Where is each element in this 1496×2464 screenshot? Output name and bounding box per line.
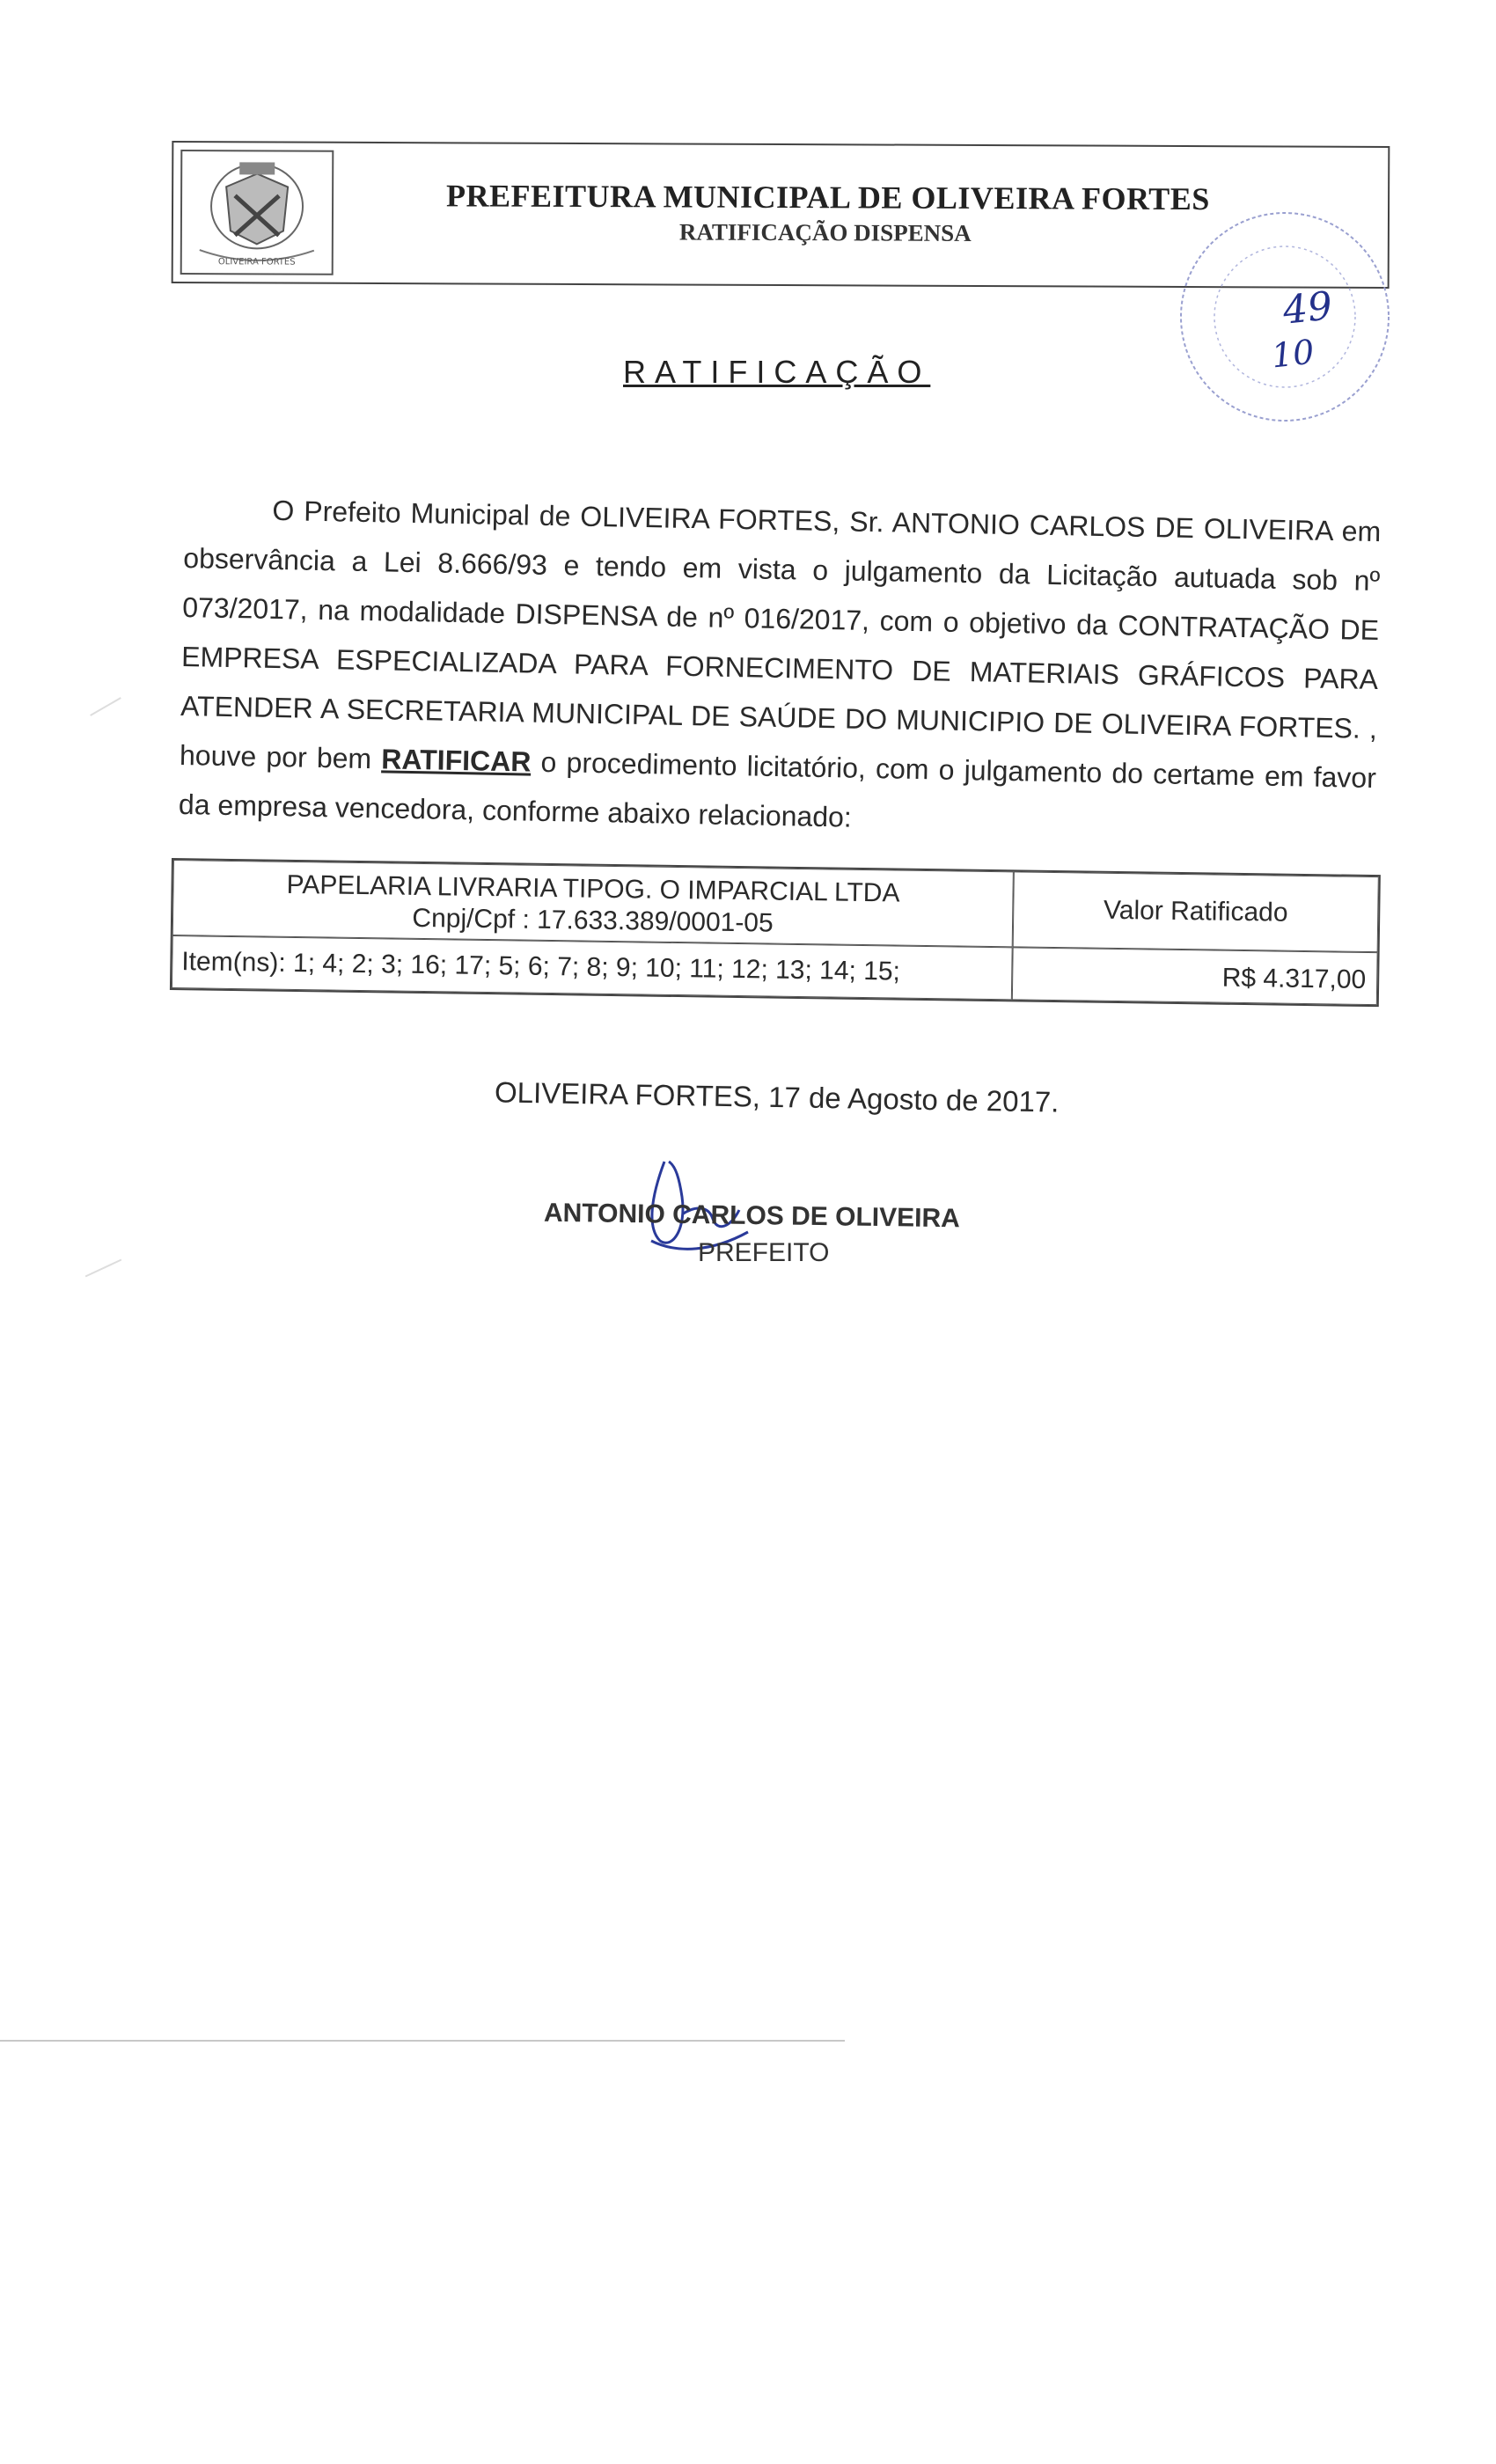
ratification-paragraph <box>178 484 1381 852</box>
svg-text:OLIVEIRA FORTES: OLIVEIRA FORTES <box>217 257 296 268</box>
page-title: PREFEITURA MUNICIPAL DE OLIVEIRA FORTES <box>446 178 1210 217</box>
value-header-cell <box>1013 871 1379 952</box>
folio-number-top: 49 <box>1280 283 1335 334</box>
municipal-crest-icon <box>180 150 334 275</box>
scan-edge-line <box>0 2040 845 2042</box>
ratification-table <box>170 858 1381 1007</box>
company-name: PAPELARIA LIVRARIA TIPOG. O IMPARCIAL LTDA <box>286 869 900 908</box>
company-cnpj: Cnpj/Cpf : 17.633.389/0001-05 <box>412 903 774 938</box>
document-heading: RATIFICAÇÃO <box>623 354 931 390</box>
value-header: Valor Ratificado <box>1103 895 1288 928</box>
folio-number-bottom: 10 <box>1269 332 1316 376</box>
scan-mark <box>90 697 121 716</box>
paragraph-text-before: O Prefeito Municipal de OLIVEIRA FORTES, Sr. ANTONIO CARLOS DE OLIVEIRA em observância a Lei 8.666/93 e tendo em vista o julgamento da Licitação autuada sob nº 073/2017, na modalidade DISPENSA de nº 016/2017, com o objetivo da CONTRATAÇÃO DE EMPRESA ESPECIALIZADA PARA FORNECIMENTO DE MATERIAIS GRÁFICOS PARA ATENDER A SECRETARIA MUNICIPAL DE SAÚDE DO MUNICIPIO DE OLIVEIRA FORTES. , houve por bem <box>179 494 1382 775</box>
paragraph-text-after: o procedimento licitatório, com o julgamento do certame em favor da empresa vencedora, conforme abaixo relacionado: <box>178 745 1377 833</box>
signer-name: ANTONIO CARLOS DE OLIVEIRA <box>543 1198 961 1234</box>
items-cell: Item(ns): 1; 4; 2; 3; 16; 17; 5; 6; 7; 8; 9; 10; 11; 12; 13; 14; 15; <box>172 935 1013 1000</box>
ratificar-emphasis: RATIFICAR <box>381 743 532 778</box>
company-cell <box>172 860 1014 947</box>
signer-role: PREFEITO <box>698 1238 830 1267</box>
scan-mark <box>85 1259 122 1278</box>
ratified-value-cell: R$ 4.317,00 <box>1012 947 1378 1005</box>
document-date: OLIVEIRA FORTES, 17 de Agosto de 2017. <box>494 1075 1060 1118</box>
page-subtitle: RATIFICAÇÃO DISPENSA <box>678 218 972 246</box>
